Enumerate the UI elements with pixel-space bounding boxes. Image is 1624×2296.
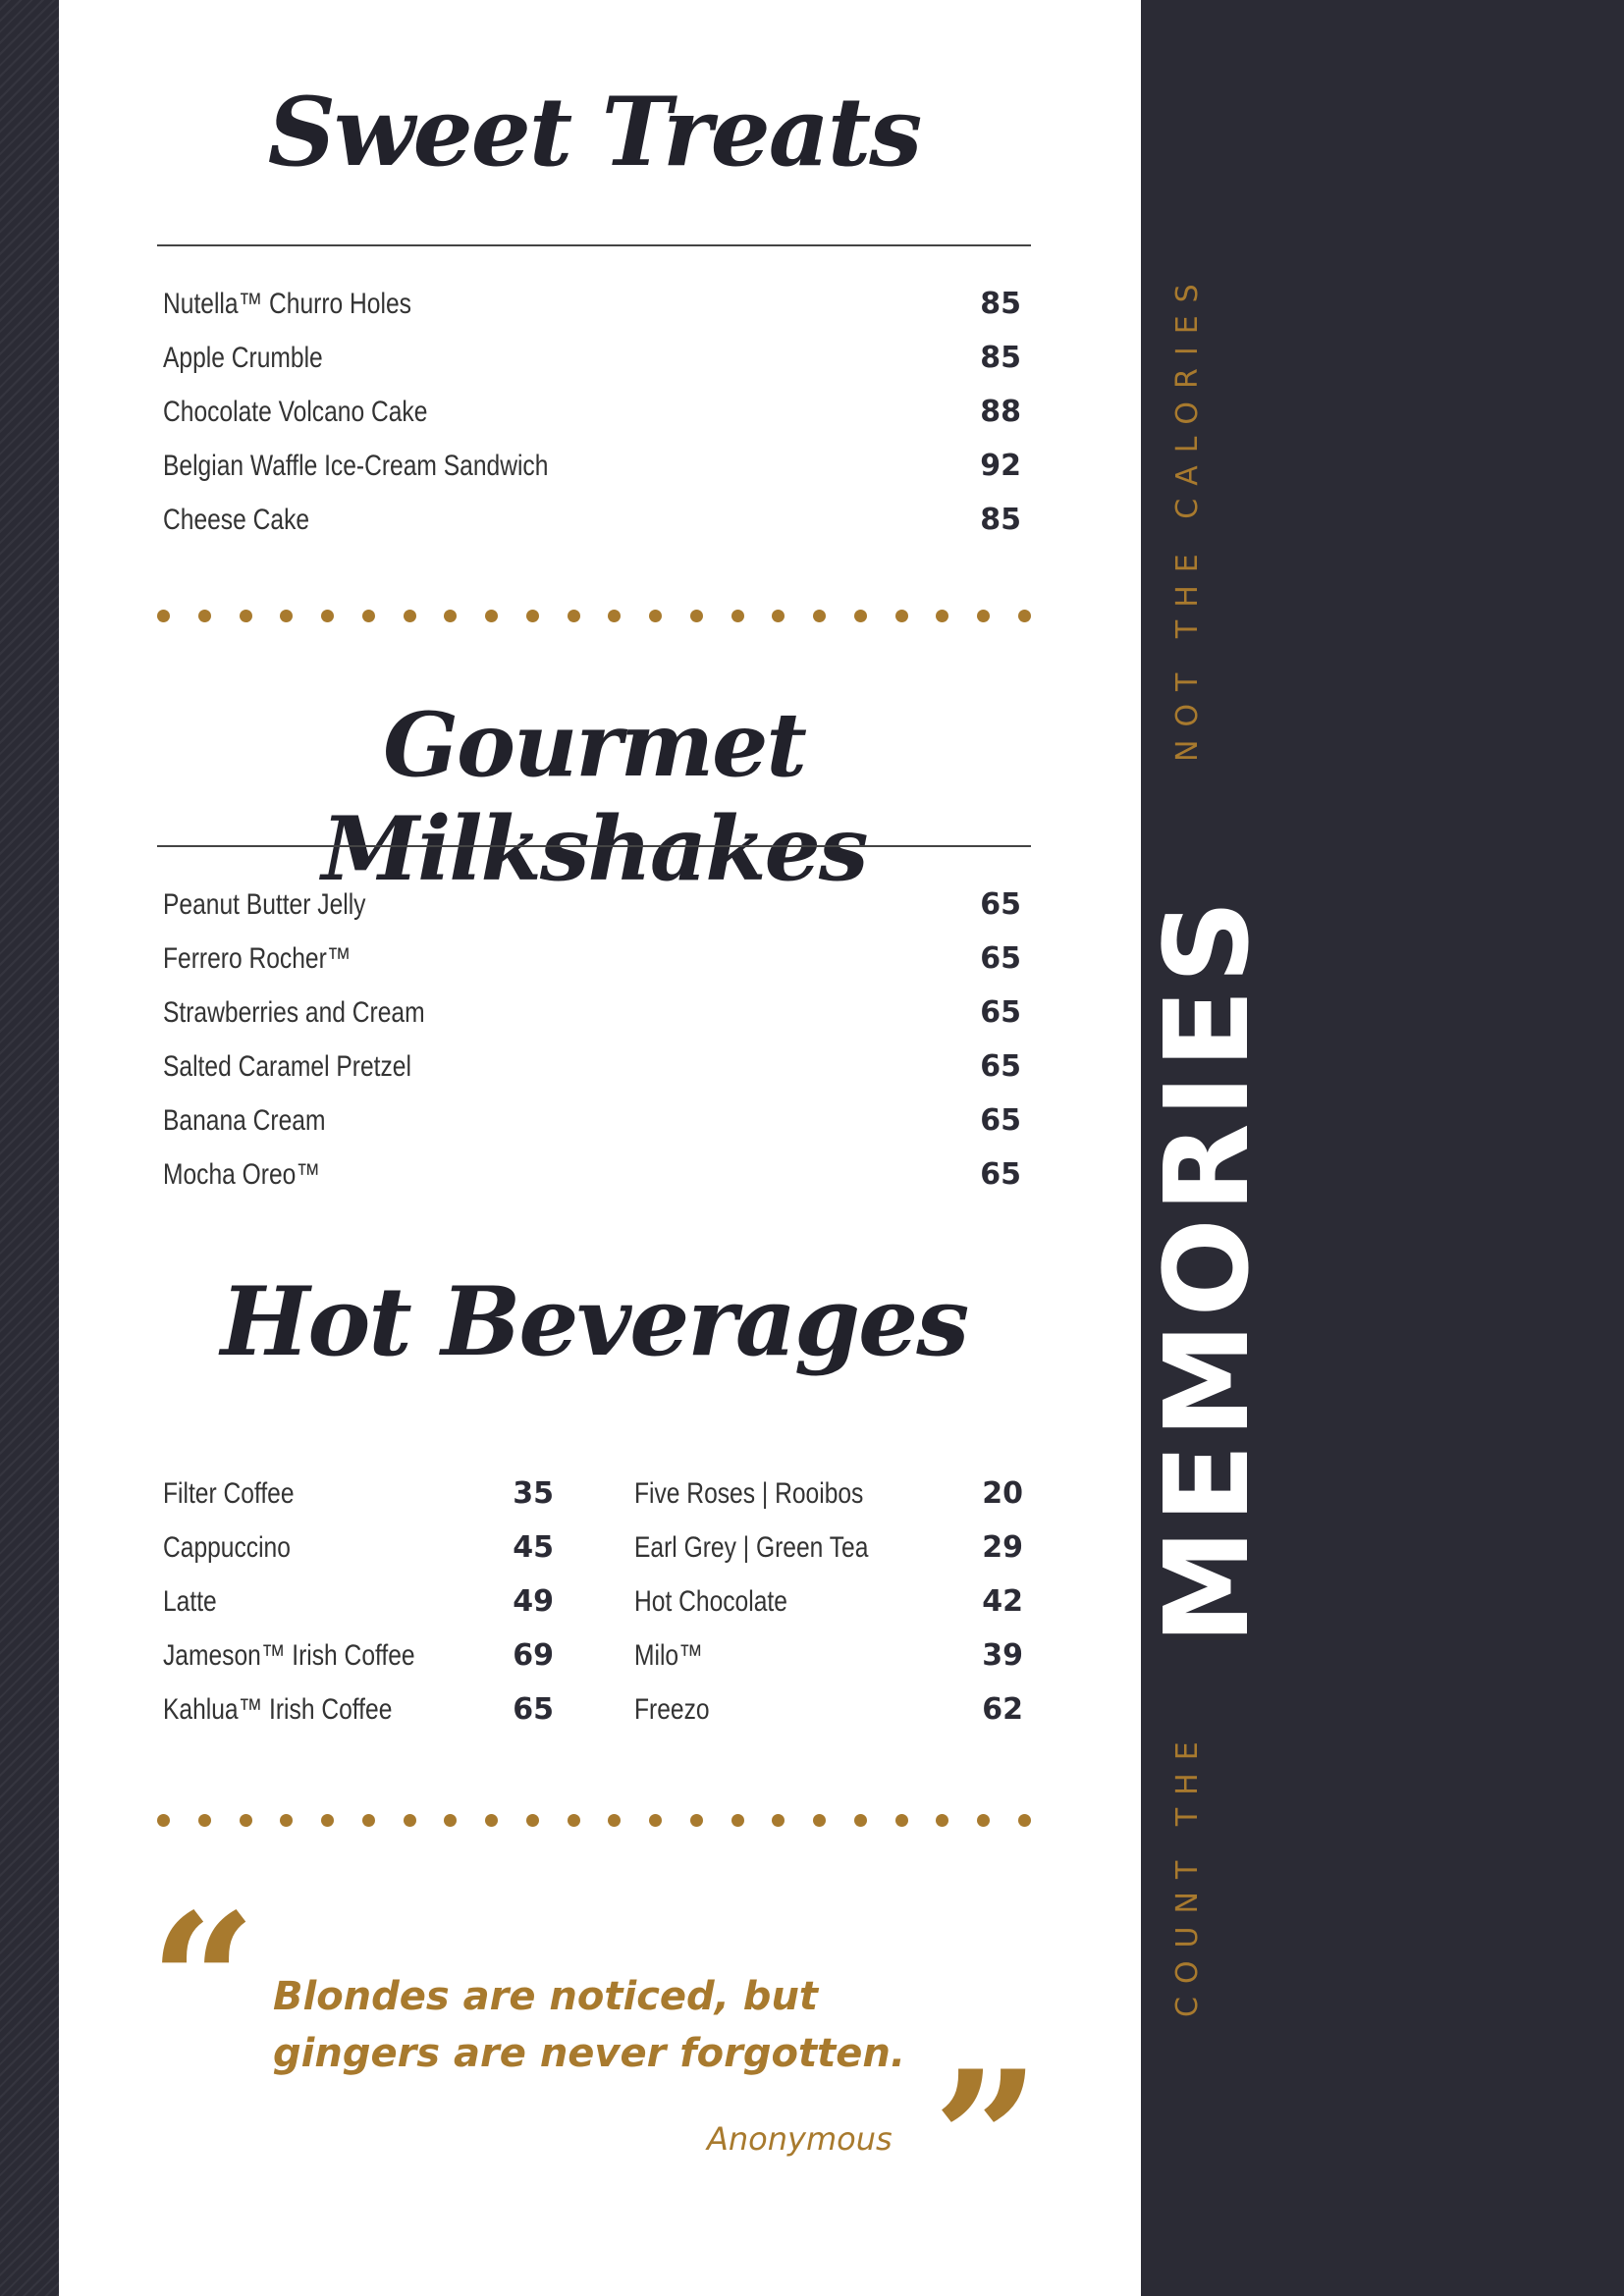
milkshakes-title: Gourmet Milkshakes bbox=[321, 693, 867, 901]
item-name: Apple Crumble bbox=[163, 342, 323, 374]
list-item bbox=[163, 503, 1021, 542]
item-name: Freezo bbox=[634, 1693, 710, 1726]
list-item bbox=[163, 287, 1021, 326]
list-item bbox=[163, 995, 1021, 1035]
item-name: Filter Coffee bbox=[163, 1477, 295, 1510]
item-price: 69 bbox=[513, 1638, 554, 1673]
item-name: Cappuccino bbox=[163, 1531, 291, 1564]
hot-beverages-title: Hot Beverages bbox=[220, 1266, 968, 1377]
item-name: Ferrero Rocher™ bbox=[163, 942, 352, 975]
quote-author: Anonymous bbox=[707, 2120, 893, 2158]
item-name: Earl Grey | Green Tea bbox=[634, 1531, 869, 1564]
item-name: Mocha Oreo™ bbox=[163, 1158, 320, 1191]
sidebar-lead-text: COUNT THE bbox=[1170, 1729, 1205, 2017]
quote-line: gingers are never forgotten. bbox=[273, 2031, 906, 2076]
item-name: Chocolate Volcano Cake bbox=[163, 396, 428, 428]
item-name: Hot Chocolate bbox=[634, 1585, 787, 1618]
list-item bbox=[163, 449, 1021, 488]
list-item bbox=[163, 1157, 1021, 1197]
item-price: 65 bbox=[980, 887, 1021, 922]
item-name: Jameson™ Irish Coffee bbox=[163, 1639, 415, 1672]
item-price: 39 bbox=[982, 1638, 1023, 1673]
item-price: 49 bbox=[513, 1584, 554, 1619]
item-name: Belgian Waffle Ice-Cream Sandwich bbox=[163, 450, 549, 482]
list-item bbox=[163, 341, 1021, 380]
list-item bbox=[163, 1584, 554, 1624]
dotted-divider bbox=[157, 610, 1031, 623]
item-price: 65 bbox=[980, 941, 1021, 976]
item-name: Cheese Cake bbox=[163, 504, 310, 536]
item-price: 65 bbox=[980, 995, 1021, 1030]
list-item bbox=[163, 1049, 1021, 1089]
item-price: 35 bbox=[513, 1476, 554, 1511]
list-item bbox=[634, 1692, 1023, 1732]
item-name: Five Roses | Rooibos bbox=[634, 1477, 864, 1510]
item-price: 62 bbox=[982, 1692, 1023, 1727]
dotted-divider bbox=[157, 1814, 1031, 1828]
item-price: 88 bbox=[980, 395, 1021, 429]
list-item bbox=[634, 1476, 1023, 1516]
item-name: Banana Cream bbox=[163, 1104, 326, 1137]
sidebar-big-word: MEMORIES bbox=[1139, 893, 1274, 1644]
milkshakes-rule bbox=[157, 845, 1031, 847]
item-price: 65 bbox=[513, 1692, 554, 1727]
list-item bbox=[163, 1103, 1021, 1143]
item-price: 29 bbox=[982, 1530, 1023, 1565]
list-item bbox=[163, 941, 1021, 981]
sidebar-tail-text: NOT THE CALORIES bbox=[1170, 271, 1205, 762]
item-price: 85 bbox=[980, 287, 1021, 321]
open-quote-icon: “ bbox=[149, 1873, 257, 2092]
item-price: 85 bbox=[980, 503, 1021, 537]
item-price: 20 bbox=[982, 1476, 1023, 1511]
item-price: 65 bbox=[980, 1103, 1021, 1138]
sweet-treats-rule bbox=[157, 244, 1031, 246]
item-name: Salted Caramel Pretzel bbox=[163, 1050, 411, 1083]
item-price: 92 bbox=[980, 449, 1021, 483]
item-name: Kahlua™ Irish Coffee bbox=[163, 1693, 393, 1726]
quote-line: Blondes are noticed, but bbox=[273, 1974, 819, 2019]
list-item bbox=[163, 1530, 554, 1570]
list-item bbox=[163, 1638, 554, 1678]
list-item bbox=[634, 1638, 1023, 1678]
item-price: 85 bbox=[980, 341, 1021, 375]
left-decorative-strip bbox=[0, 0, 59, 2296]
list-item bbox=[163, 395, 1021, 434]
list-item bbox=[163, 887, 1021, 927]
item-name: Nutella™ Churro Holes bbox=[163, 288, 411, 320]
list-item bbox=[634, 1584, 1023, 1624]
close-quote-icon: ” bbox=[933, 2030, 1041, 2249]
item-price: 45 bbox=[513, 1530, 554, 1565]
item-price: 65 bbox=[980, 1049, 1021, 1084]
list-item bbox=[163, 1476, 554, 1516]
list-item bbox=[634, 1530, 1023, 1570]
item-price: 65 bbox=[980, 1157, 1021, 1192]
sweet-treats-title: Sweet Treats bbox=[267, 77, 921, 187]
item-name: Milo™ bbox=[634, 1639, 703, 1672]
item-name: Latte bbox=[163, 1585, 217, 1618]
list-item bbox=[163, 1692, 554, 1732]
item-name: Peanut Butter Jelly bbox=[163, 888, 366, 921]
quote-text bbox=[273, 1968, 905, 2082]
item-price: 42 bbox=[982, 1584, 1023, 1619]
item-name: Strawberries and Cream bbox=[163, 996, 425, 1029]
